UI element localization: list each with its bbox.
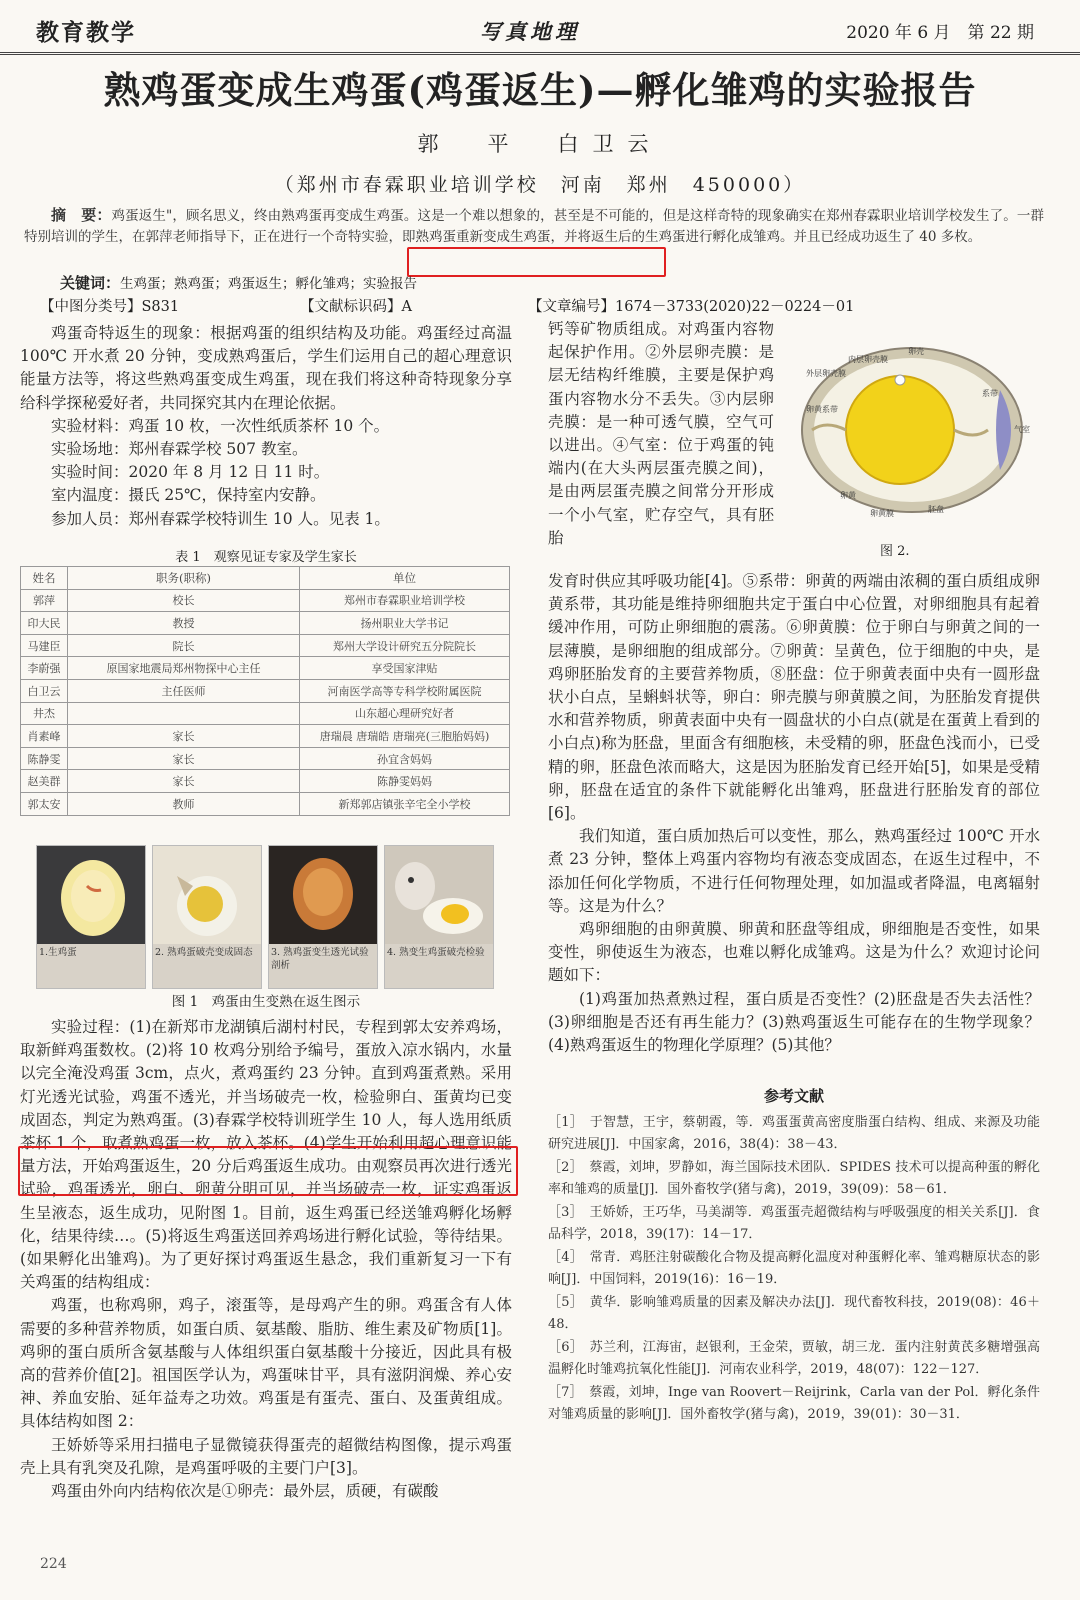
doc-code: 【文献标识码】A: [300, 299, 412, 315]
structure-paragraph: 鸡蛋由外向内结构依次是①卵壳：最外层，质硬，有碳酸: [51, 1482, 439, 1501]
participants-line: 参加人员：郑州春霖学校特训生 10 人。见表 1。: [51, 509, 390, 528]
cell-name: 郭太安: [21, 792, 68, 815]
reference-item: ［5］ 黄华．影响雏鸡质量的因素及解决办法[J]．现代畜牧科技，2019(08)：46＋48．: [548, 1295, 1040, 1332]
time-line: 实验时间：2020 年 8 月 12 日 11 时。: [51, 463, 330, 482]
header-unit: 单位: [300, 567, 510, 590]
photo-caption: 3. 熟鸡蛋变生透光试验剖析: [271, 947, 369, 971]
diagram-label: 内层卵壳膜: [848, 355, 888, 364]
returned-egg-image: [385, 846, 493, 944]
reference-item: ［4］ 常青．鸡胚注射碳酸化合物及提高孵化温度对种蛋孵化率、雏鸡糖原状态的影响[J]．中国饲料，2019(16)：16－19．: [548, 1250, 1040, 1287]
process-paragraph: 实验过程：(1)在新郑市龙湖镇后湖村村民，专程到郭太安养鸡场，取新鲜鸡蛋数枚。(2)将 10 枚鸡分别给予编号，蛋放入凉水锅内，水量以完全淹没鸡蛋 3cm，点火，煮鸡蛋约 23 分钟。直到鸡蛋煮熟。采用灯光透光试验，鸡蛋不透光，并当场破壳一枚，检验卵白、蛋黄均已变成固态，判定为熟鸡蛋。(3)春霖学校特训班学生 10 人，每人选用纸质茶杯 1 个，取煮熟鸡蛋一枚，放入茶杯。(4)学生开始利用超心理意识能量方法，开始鸡蛋返生，20 分后鸡蛋返生成功。由观察员再次进行透光试验，鸡蛋透光，卵白、卵黄分明可见，并当场破壳一枚，证实鸡蛋返生呈液态，返生成功，见附图 1。目前，返生鸡蛋已经送雏鸡孵化场孵化，结果待续…。(5)将返生鸡蛋送回养鸡场进行孵化试验，等待结果。(如果孵化出雏鸡)。为了更好探讨鸡蛋返生悬念，我们重新复习一下有关鸡蛋的结构组成：: [20, 1018, 512, 1292]
cell-unit: 孙宜含妈妈: [300, 747, 510, 770]
cell-unit: 唐瑞晨 唐瑞皓 唐瑞亮(三胞胎妈妈): [300, 725, 510, 748]
cell-unit: 陈静雯妈妈: [300, 770, 510, 793]
temperature-line: 室内温度：摄氏 25℃，保持室内安静。: [51, 486, 326, 505]
diagram-label: 系带: [982, 389, 998, 398]
photo-returned-egg: [384, 845, 494, 989]
table-row: [21, 634, 510, 657]
left-column-process: [20, 1016, 512, 1503]
abstract-label: 摘 要：: [51, 206, 112, 224]
question-intro-paragraph: 鸡卵细胞的由卵黄膜、卵黄和胚盘等组成，卵细胞是否变性，如果变性，卵使返生为液态，也难以孵化成雏鸡。这是为什么？欢迎讨论问题如下：: [548, 920, 1040, 985]
table-row: [21, 612, 510, 635]
cell-name: 陈静雯: [21, 747, 68, 770]
cell-unit: 郑州市春霖职业培训学校: [300, 589, 510, 612]
left-column-intro: [20, 322, 512, 531]
page-number: 224: [40, 1556, 67, 1572]
references: [548, 1085, 1040, 1427]
egg-structure-diagram: [800, 340, 1045, 530]
structure-continued: 钙等矿物质组成。对鸡蛋内容物起保护作用。②外层卵壳膜：是层无结构纤维膜，主要是保护鸡蛋内容物水分不丢失。③内层卵壳膜：是一种可透气膜，空气可以进出。④气室：位于鸡蛋的钝端内(在大头两层蛋壳膜之间)，是由两层蛋壳膜之间常分开形成一个小气室，贮存空气，具有胚胎: [548, 320, 774, 547]
denaturation-paragraph: 我们知道，蛋白质加热后可以变性，那么，熟鸡蛋经过 100℃ 开水煮 23 分钟，整体上鸡蛋内容物均有液态变成固态，在返生过程中，不添加任何化学物质，不进行任何物理处理，如加温或者降温，电离辐射等。这是为什么？: [548, 827, 1040, 915]
diagram-label: 气室: [1014, 425, 1030, 434]
diagram-label: 胚盘: [928, 505, 944, 514]
egg-intro-paragraph: 鸡蛋，也称鸡卵，鸡子，滚蛋等，是母鸡产生的卵。鸡蛋含有人体需要的多种营养物质，如蛋白质、氨基酸、脂肪、维生素及矿物质[1]。鸡卵的蛋白质所含氨基酸与人体组织蛋白氨基酸十分接近，因此具有极高的营养价值[2]。祖国医学认为，鸡蛋味甘平，具有滋阴润燥、养心安神、养血安胎、延年益寿之功效。鸡蛋是有蛋壳、蛋白、及蛋黄组成。具体结构如图 2：: [20, 1296, 512, 1431]
cell-name: 井杰: [21, 702, 68, 725]
reference-item: ［2］ 蔡霞，刘坤，罗静如，海兰国际技术团队．SPIDES 技术可以提高种蛋的孵化率和雏鸡的质量[J]．国外畜牧学(猪与禽)，2019，39(09)：58－61．: [548, 1160, 1040, 1197]
table-caption: 表 1 观察见证专家及学生家长: [175, 550, 357, 565]
photo-caption: 4. 熟变生鸡蛋破壳检验: [387, 947, 485, 958]
intro-paragraph: 鸡蛋奇特返生的现象：根据鸡蛋的组织结构及功能。鸡蛋经过高温 100℃ 开水煮 20 分钟，变成熟鸡蛋后，学生们运用自己的超心理意识能量方法等，将这些熟鸡蛋变成生鸡蛋，现在我们将这种奇特现象分享给科学探秘爱好者，共同探究其内在理论依据。: [20, 324, 512, 412]
cell-name: 赵美群: [21, 770, 68, 793]
cell-title: 主任医师: [68, 679, 300, 702]
article-number: 【文章编号】1674－3733(2020)22－0224－01: [528, 299, 855, 315]
reference-item: ［6］ 苏兰利，江海宙，赵银利，王金荣，贾敏，胡三龙．蛋内注射黄芪多糖增强高温孵化时雏鸡抗氧化性能[J]．河南农业科学，2019，48(07)：122－127．: [548, 1340, 1040, 1377]
cell-name: 肖素峰: [21, 725, 68, 748]
section-name: 教育教学: [36, 19, 136, 46]
header-title: 职务(职称): [68, 567, 300, 590]
cell-title: 家长: [68, 770, 300, 793]
raw-egg-image: [37, 846, 145, 944]
table-row: [21, 702, 510, 725]
photo-caption: 1.生鸡蛋: [39, 947, 77, 958]
cooked-egg-image: [153, 846, 261, 944]
page-header: [0, 0, 1080, 55]
cell-title: 教师: [68, 792, 300, 815]
table-header-row: [21, 567, 510, 590]
questions-paragraph: (1)鸡蛋加热煮熟过程，蛋白质是否变性？(2)胚盘是否失去活性？(3)卵细胞是否还有再生能力？(3)熟鸡蛋返生可能存在的生物学现象？(4)熟鸡蛋返生的物理化学原理？(5)其他？: [548, 989, 1040, 1055]
abstract-text: 鸡蛋返生"，顾名思义，终由熟鸡蛋再变成生鸡蛋。这是一个难以想象的，甚至是不可能的，但是这样奇特的现象确实在郑州春霖职业培训学校发生了。一群特别培训的学生，在郭萍老师指导下，正在进行一个奇特实验，即熟鸡蛋重新变成生鸡蛋，并将返生后的生鸡蛋进行孵化成雏鸡。并且已经成功返生了 40 多枚。: [24, 208, 1044, 245]
table-row: [21, 747, 510, 770]
cell-title: 家长: [68, 725, 300, 748]
cell-title: 原国家地震局郑州物探中心主任: [68, 657, 300, 680]
keywords: [60, 272, 1040, 293]
table-row: [21, 770, 510, 793]
figure2-caption: 图 2.: [880, 544, 910, 559]
journal-name: 写真地理: [480, 19, 580, 44]
photo-cooked-egg: [152, 845, 262, 989]
article-affiliation: （郑州市春霖职业培训学校 河南 郑州 450000）: [274, 174, 806, 196]
diagram-label: 卵黄: [840, 491, 856, 500]
cell-name: 马建臣: [21, 634, 68, 657]
table-row: [21, 657, 510, 680]
light-test-image: [269, 846, 377, 944]
right-column-main: [548, 570, 1040, 1057]
cell-unit: 河南医学高等专科学校附属医院: [300, 679, 510, 702]
photo-light-test: [268, 845, 378, 989]
cell-title: 院长: [68, 634, 300, 657]
cell-title: 家长: [68, 747, 300, 770]
materials-line: 实验材料：鸡蛋 10 枚，一次性纸质茶杯 10 个。: [51, 416, 390, 435]
structure-detail-paragraph: 发育时供应其呼吸功能[4]。⑤系带：卵黄的两端由浓稠的蛋白质组成卵黄系带，其功能是维持卵细胞共定于蛋白中心位置，对卵细胞具有起着缓冲作用，可防止卵细胞的震荡。⑥卵黄膜：位于卵白与卵黄之间的一层薄膜，是卵细胞的组成部分。⑦卵黄：呈黄色，位于细胞的中央，是鸡卵胚胎发育的主要营养物质，⑧胚盘：位于卵黄表面中央有一圆形盘状小白点，呈蝌蚪状等，卵白：卵壳膜与卵黄膜之间，为胚胎发育提供水和营养物质，卵黄表面中央有一圆盘状的小白点(就是在蛋黄上看到的小白点)称为胚盘，里面含有细胞核，未受精的卵，胚盘色浅而小，已受精的卵，胚盘色浓而略大，这是因为胚胎发育已经开始[5]，如果是受精卵，胚盘在适宜的条件下就能孵化出雏鸡，胚盘进行胚胎发育的部位[6]。: [548, 572, 1040, 823]
issue-info: 2020 年 6 月 第 22 期: [846, 23, 1034, 43]
diagram-label: 卵黄膜: [870, 509, 894, 518]
keywords-label: 关键词：: [60, 274, 121, 292]
photo-raw-egg: [36, 845, 146, 989]
references-title: 参考文献: [763, 1087, 824, 1105]
keywords-text: 生鸡蛋；熟鸡蛋；鸡蛋返生；孵化雏鸡；实验报告: [120, 276, 418, 292]
cell-unit: 山东超心理研究好者: [300, 702, 510, 725]
reference-item: ［3］ 王娇娇，王巧华，马美湖等．鸡蛋蛋壳超微结构与呼吸强度的相关关系[J]．食品科学，2018，39(17)：14－17．: [548, 1205, 1040, 1242]
table-row: [21, 589, 510, 612]
reference-item: ［7］ 蔡霞，刘坤，Inge van Roovert－Reijrink，Carla van der Pol．孵化条件对雏鸡质量的影响[J]．国外畜牧学(猪与禽)，2019，39(01)：30－31．: [548, 1385, 1040, 1422]
table-row: [21, 792, 510, 815]
figure1-caption: 图 1 鸡蛋由生变熟在返生图示: [171, 994, 361, 1010]
classification-line: [40, 295, 854, 316]
photo-caption: 2. 熟鸡蛋破壳变成固态: [155, 947, 253, 958]
cell-name: 白卫云: [21, 679, 68, 702]
cell-unit: 郑州大学设计研究五分院院长: [300, 634, 510, 657]
blastodisc: [895, 375, 905, 385]
right-column-top: [548, 318, 774, 550]
diagram-label: 卵黄系带: [806, 405, 838, 414]
table-row: [21, 679, 510, 702]
figure1-photos: [36, 845, 492, 987]
highlight-box-process: [18, 1146, 518, 1196]
clc-code: 【中图分类号】S831: [40, 299, 180, 315]
observers-table: [20, 566, 510, 816]
cell-unit: 新郑郭店镇张辛宅全小学校: [300, 792, 510, 815]
cell-name: 郭萍: [21, 589, 68, 612]
eggshell-paragraph: 王娇娇等采用扫描电子显微镜获得蛋壳的超微结构图像，提示鸡蛋壳上具有乳突及孔隙，是鸡蛋呼吸的主要门户[3]。: [20, 1435, 512, 1477]
cell-name: 印大民: [21, 612, 68, 635]
diagram-label: 外层卵壳膜: [806, 369, 846, 378]
header-name: 姓名: [21, 567, 68, 590]
diagram-label: 卵壳: [908, 347, 924, 356]
cell-title: [68, 702, 300, 725]
site-line: 实验场地：郑州春霖学校 507 教室。: [51, 440, 308, 459]
yolk: [846, 376, 954, 484]
article-authors: 郭 平 白卫云: [417, 132, 663, 156]
reference-item: ［1］ 于智慧，王宇，蔡朝霞，等．鸡蛋蛋黄高密度脂蛋白结构、组成、来源及功能研究进展[J]．中国家禽，2016，38(4)：38－43．: [548, 1115, 1040, 1152]
cell-title: 教授: [68, 612, 300, 635]
table-row: [21, 725, 510, 748]
abstract: [24, 205, 1044, 248]
cell-unit: 扬州职业大学书记: [300, 612, 510, 635]
cell-unit: 享受国家津贴: [300, 657, 510, 680]
cell-title: 校长: [68, 589, 300, 612]
cell-name: 李蔚强: [21, 657, 68, 680]
article-title: 熟鸡蛋变成生鸡蛋(鸡蛋返生)—孵化雏鸡的实验报告: [103, 68, 977, 112]
